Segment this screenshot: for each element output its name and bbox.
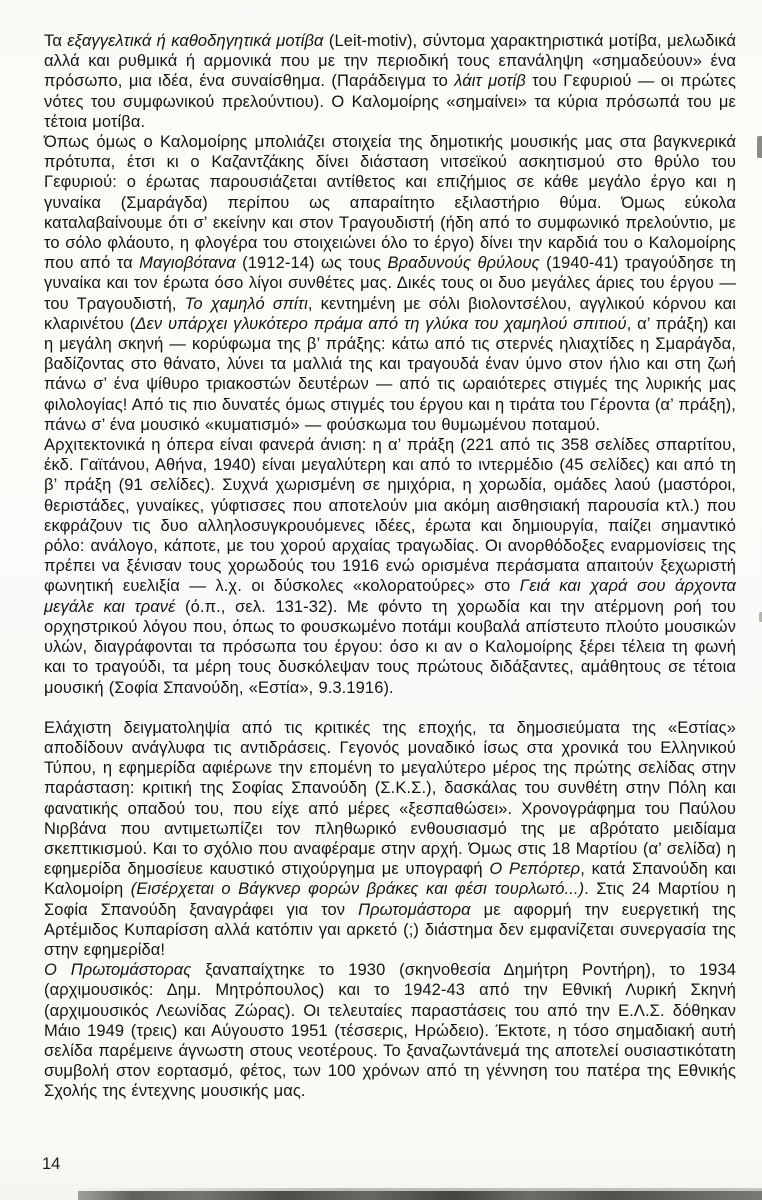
italic-text-segment: (Εισέρχεται ο Βάγκνερ φορών βράκες και φέσι τουρλωτό...) [130,880,585,899]
text-segment: , κεντημένη με σόλι βιολοντσέλου, αγγλικού κόρνου και κλαρινέτου ( [44,294,736,333]
text-segment: ξαναπαίχτηκε το 1930 (σκηνοθεσία Δημήτρη Ροντήρη), το 1934 (αρχιμουσικός: Δημ. Μητρόπουλος) και το 1942-43 από την Εθνική Λυρική Σκηνή (αρχιμουσικός Λεωνίδας Ζώρας). Οι τελευταίες παραστάσεις του από την Ε.Λ.Σ. δόθηκαν Μάιο 1949 (τρεις) και Αύγουστο 1951 (τέσσερις, Ηρώδειο). Έκτοτε, η τόσο σημαδιακή αυτή σελίδα παρέμεινε άγνωστη στους νεοτέρους. Το ξαναζωντάνεμά της αποτελεί ουσιαστικότατη συμβολή στον εορτασμό, φέτος, των 100 χρόνων από τη γέννηση του πατέρα της Εθνικής Σχολής της έντεχνης μουσικής μας. [44,961,737,1101]
text-segment: με αφορμή την ευεργετική της Αρτέμιδος Κυπαρίσση αλλά κατόπιν γαι αρκετό (;) διάστημα δεν εμφανίζεται συνεργασία της στην εφημερίδα! [44,900,736,959]
italic-text-segment: Πρωτομάστορα [358,900,471,919]
paragraph [44,435,736,698]
italic-text-segment: Μαγιοβότανα [139,254,236,273]
italic-text-segment: Ο Ρεπόρτερ [489,860,581,879]
text-segment: (ό.π., σελ. 131-32). Με φόντο τη χορωδία και την ατέρμονη ροή του ορχηστρικού λόγου που, όπως το φουσκωμένο ποτάμι κουβαλά απίστευτο πλούτο μουσικών υλών, διαγράφονται τα πρόσωπα του έργου: όσο κι αν ο Καλομοίρης ξέρει τέλεια τη φωνή και το τραγούδι, τα μέρη τους δυσκόλεψαν τους πρώτους διδάξαντες, αμάθητους σε τέτοια μουσική (Σοφία Σπανούδη, «Εστία», 9.3.1916). [44,597,736,697]
text-segment: του Γεφυριού — οι πρώτες νότες του συμφωνικού πρελούντιου). Ο Καλομοίρης «σημαίνει» τα κύρια πρόσωπά του με τέτοια μοτίβα. [44,72,736,131]
text-segment: Όπως όμως ο Καλομοίρης μπολιάζει στοιχεία της δημοτικής μουσικής μας στα βαγκνερικά πρότυπα, έτσι κι ο Καζαντζάκης δίνει διάσταση νιτσεϊκού ασκητισμού στο θρύλο του Γεφυριού: ο έρωτας παρουσιάζεται αντίθετος και επιζήμιος σε κάθε μεγάλο έργο και η γυναίκα (Σμαράγδα) περίπου ως απαραίτητο εξιλαστήριο θύμα. Όμως εύκολα καταλαβαίνουμε ότι σ’ εκείνην και στον Τραγουδιστή (ήδη από το συμφωνικό πρελούντιο, με το σόλο φλάουτο, η φλογέρα του στοιχειώνει όλο το έργο) δίνει την καρδιά του ο Καλομοίρης που από τα [44,133,736,273]
text-segment: Αρχιτεκτονικά η όπερα είναι φανερά άνιση: η α’ πράξη (221 από τις 358 σελίδες σπαρτίτου, έκδ. Γαϊτάνου, Αθήνα, 1940) είναι μεγαλύτερη και από το ιντερμέδιο (45 σελίδες) και από τη β’ πράξη (91 σελίδες). Συχνά χωρισμένη σε ημιχόρια, η χορωδία, ομάδες λαού (μαστόροι, θεριστάδες, γυναίκες, γύφτισσες που αποτελούν μια ακόμη αισθησιακή παρουσία κτλ.) που εκφράζουν τις δυο αλληλοσυγκρουόμενες ιδέες, έρωτα και δημιουργία, παίζει σημαντικό ρόλο: ανάλογο, κάποτε, με του χορού αρχαίας τραγωδίας. Οι ανορθόδοξες εναρμονίσεις της πρέπει να ξένισαν τους χορωδούς του 1916 ενώ ορισμένα περάσματα απαιτούν ξεχωριστή φωνητική ευελιξία — λ.χ. οι δύσκολες «κολορατούρες» στο [44,436,736,596]
text-segment: , α’ πράξη) και η μεγάλη σκηνή — κορύφωμα της β’ πράξης: κάτω από τις στερνές ηλιαχτίδες η Σμαράγδα, βαδίζοντας στο θάνατο, λύνει τα μαλλιά της και τραγουδά έναν ύμνο στον ήλιο και στη ζωή πάνω σ’ ένα ψίθυρο τριακοστών δευτέρων — από τις ωραιότερες στιγμές της λυρικής μας φιλολογίας! Από τις πιο δυνατές όμως στιγμές του έργου και η τιράτα του Γέροντα (α’ πράξη), πάνω σ’ ένα μουσικό «κυματισμό» — φούσκωμα του θυμωμένου ποταμού. [44,314,736,434]
paragraph [44,31,736,132]
scan-artifact-edge-smudge [757,136,762,158]
scan-artifact-bottom-band [78,1191,762,1200]
text-segment: (1940-41) τραγούδησε τη γυναίκα και τον έρωτα όσο λίγοι συνθέτες μας. Δικές τους οι δυο μεγάλες άριες του έργου — του Τραγουδιστή, [44,254,736,313]
italic-text-segment: εξαγγελτικά ή καθοδηγητικά μοτίβα [67,32,324,50]
paragraph [44,718,736,960]
page-number: 14 [42,1155,61,1173]
italic-text-segment: Δεν υπάρχει γλυκότερο πράμα από τη γλύκα του χαμηλού σπιτιού [135,314,627,333]
text-block [44,31,736,1102]
italic-text-segment: Βραδυνούς θρύλους [387,254,540,273]
text-segment: (Leit-motiv), σύντομα χαρακτηριστικά μοτίβα, μελωδικά αλλά και ρυθμικά ή αρμονικά που με την περιοδική τους επανάληψη «σημαδεύουν» ένα πρόσωπο, μια ιδέα, ένα συναίσθημα. (Παράδειγμα το [44,32,736,91]
italic-text-segment: Το χαμηλό σπίτι [184,294,308,313]
italic-text-segment: λάιτ μοτίβ [454,72,526,91]
italic-text-segment: Ο Πρωτομάστορας [44,961,192,980]
text-segment: Τα [44,32,68,50]
text-segment: Ελάχιστη δειγματοληψία από τις κριτικές της εποχής, τα δημοσιεύματα της «Εστίας» αποδίδουν ανάγλυφα τις αντιδράσεις. Γεγονός μοναδικό ίσως στα χρονικά του Ελληνικού Τύπου, η εφημερίδα αφιέρωνε την επομένη το μεγαλύτερο μέρος της πρώτης σελίδας στην παράσταση: κριτική της Σοφίας Σπανούδη (Σ.Κ.Σ.), δασκάλας του συνθέτη στην Πόλη και φανατικής οπαδού του, που είχε από μέρες «ξεσπαθώσει». Χρονογράφημα του Παύλου Νιρβάνα που αντιμετωπίζει τον πληθωρικό ενθουσιασμό της με αβρότατο μειδίαμα σκεπτικισμού. Και το σχόλιο που αναφέραμε στην αρχή. Όμως στις 18 Μαρτίου (α’ σελίδα) η εφημερίδα δημοσίευε καυστικό στιχούργημα με υπογραφή [44,718,736,879]
text-segment: (1912-14) ως τους [235,254,388,273]
text-segment: , κατά Σπανούδη και Καλομοίρη [44,860,736,899]
paragraph [44,960,736,1101]
italic-text-segment: Γειά και χαρά σου άρχοντα μεγάλε και τρανέ [44,577,736,616]
text-segment: . Στις 24 Μαρτίου η Σοφία Σπανούδη ξαναγράφει για τον [44,880,737,919]
paragraph [44,132,736,435]
